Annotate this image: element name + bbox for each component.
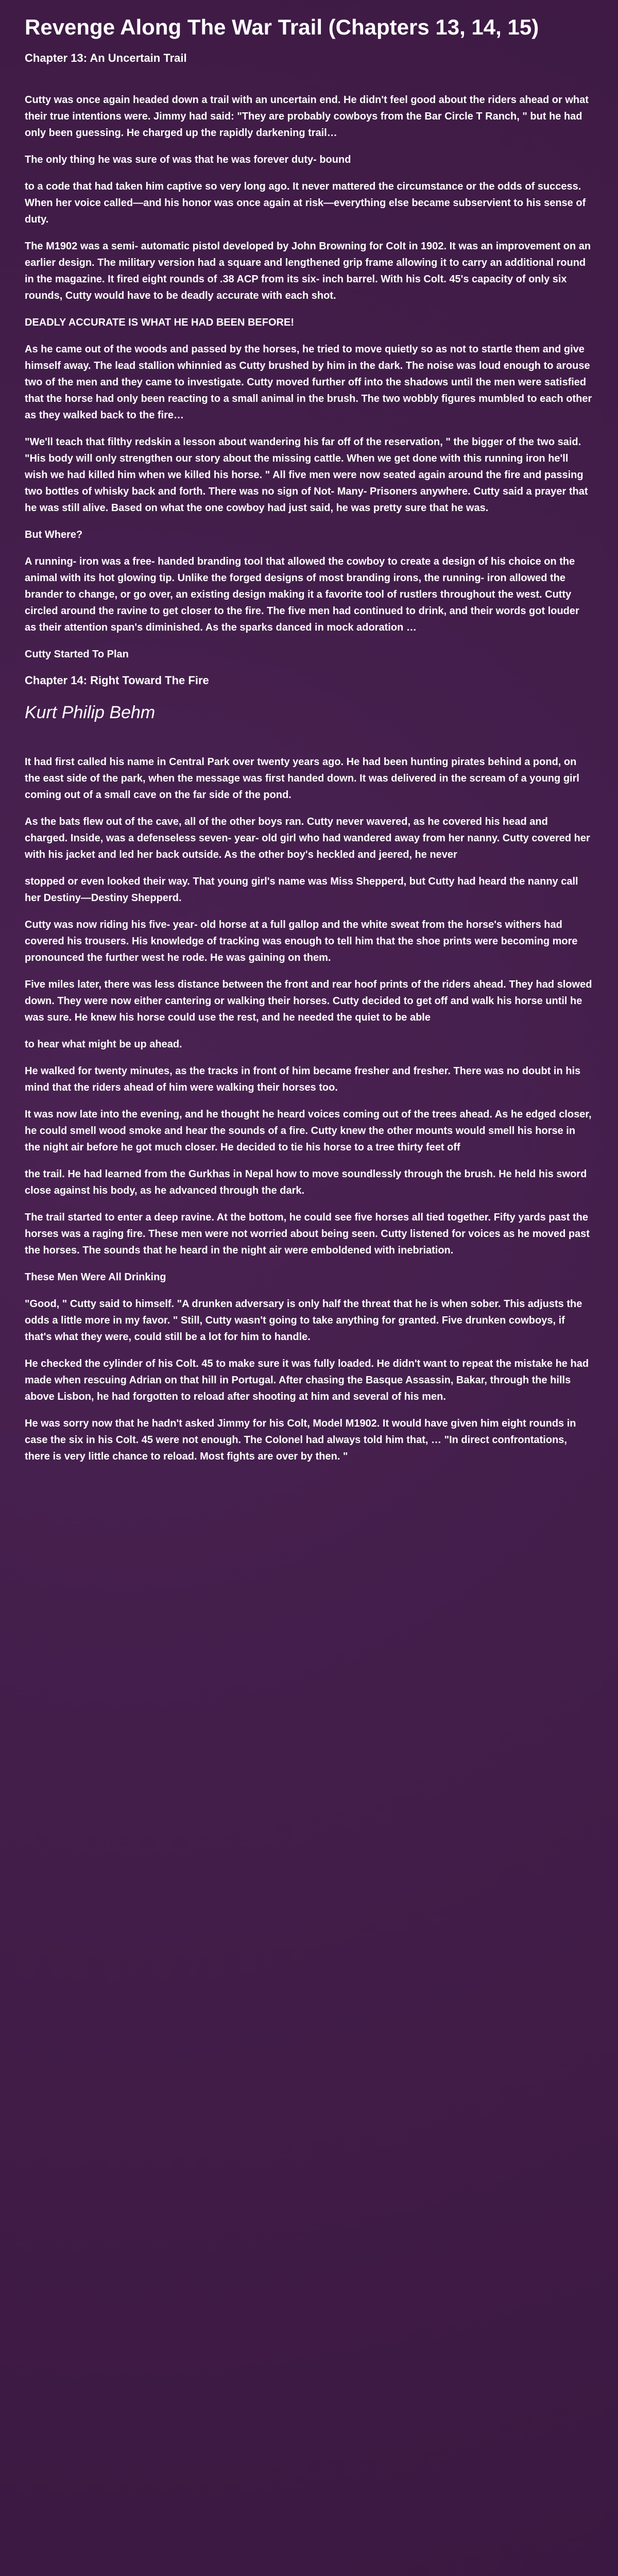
- chapter-13-body: [25, 92, 593, 663]
- paragraph: These Men Were All Drinking: [25, 1272, 166, 1283]
- paragraph: He walked for twenty minutes, as the tracks in front of him became fresher and fresher. There was no doubt in his mind that the riders ahead of him were walking their horses too.: [25, 1065, 581, 1094]
- paragraph: As the bats flew out of the cave, all of the other boys ran. Cutty never wavered, as he covered his head and charged. Inside, was a defenseless seven- year- old girl who had wandered away from her nanny. Cutty covered her with his jacket and led her back outside. As the other boy's heckled and jeered, he never: [25, 816, 590, 861]
- paragraph: But Where?: [25, 529, 83, 541]
- paragraph: the trail. He had learned from the Gurkhas in Nepal how to move soundlessly through the brush. He held his sword close against his body, as he advanced through the dark.: [25, 1168, 587, 1197]
- chapter-14: [25, 674, 593, 1465]
- paragraph: Cutty Started To Plan: [25, 649, 129, 660]
- paragraph: "Good, " Cutty said to himself. "A drunken adversary is only half the threat that he is when sober. This adjusts the odds a little more in my favor. " Still, Cutty wasn't going to take anything for granted. Five drunken cowboys, if that's what they were, could still be a lot for him to handle.: [25, 1298, 582, 1343]
- paragraph: He checked the cylinder of his Colt. 45 to make sure it was fully loaded. He didn't want to repeat the mistake he had made when rescuing Adrian on that hill in Portugal. After chasing the Basque Assassin, Bakar, through the hills above Lisbon, he had forgotten to reload after shooting at him and several of his men.: [25, 1358, 589, 1403]
- paragraph: A running- iron was a free- handed branding tool that allowed the cowboy to create a design of his choice on the animal with its hot glowing tip. Unlike the forged designs of most branding irons, the running- iron allowed the brander to change, or go over, an existing design making it a favorite tool of rustlers throughout the west. Cutty circled around the ravine to get closer to the fire. The five men had continued to drink, and their words got louder as their attention span's diminished. As the sparks danced in mock adoration …: [25, 556, 579, 634]
- document-title: Revenge Along The War Trail (Chapters 13, 14, 15): [25, 15, 539, 39]
- chapter-14-body: [25, 754, 593, 1465]
- author-name: Kurt Philip Behm: [25, 703, 156, 723]
- paragraph: The only thing he was sure of was that he was forever duty- bound: [25, 154, 351, 166]
- paragraph: stopped or even looked their way. That young girl's name was Miss Shepperd, but Cutty had heard the nanny call her Destiny—Destiny Shepperd.: [25, 876, 578, 904]
- paragraph: to hear what might be up ahead.: [25, 1039, 182, 1050]
- paragraph: to a code that had taken him captive so very long ago. It never mattered the circumstance or the odds of success. When her voice called—and his honor was once again at risk—everything else became subservient to his sense of duty.: [25, 181, 586, 226]
- paragraph: The M1902 was a semi- automatic pistol developed by John Browning for Colt in 1902. It was an improvement on an earlier design. The military version had a square and lengthened grip frame allowing it to carry an additional round in the magazine. It fired eight rounds of .38 ACP from its six- inch barrel. With his Colt. 45's capacity of only six rounds, Cutty would have to be deadly accurate with each shot.: [25, 241, 591, 302]
- paragraph: DEADLY ACCURATE IS WHAT HE HAD BEEN BEFORE!: [25, 317, 294, 329]
- chapter-13: [25, 52, 593, 663]
- paragraph: He was sorry now that he hadn't asked Jimmy for his Colt, Model M1902. It would have given him eight rounds in case the six in his Colt. 45 were not enough. The Colonel had always told him that, … "In direct confrontations, there is very little chance to reload. Most fights are over by then. ": [25, 1418, 576, 1463]
- paragraph: Cutty was once again headed down a trail with an uncertain end. He didn't feel good about the riders ahead or what their true intentions were. Jimmy had said: "They are probably cowboys from the Bar Circle T Ranch, " but he had only been guessing. He charged up the rapidly darkening trail…: [25, 94, 589, 139]
- paragraph: The trail started to enter a deep ravine. At the bottom, he could see five horses all tied together. Fifty yards past the horses was a raging fire. These men were not worried about being seen. Cutty listened for voices as he moved past the horses. The sounds that he heard in the night air were emboldened with inebriation.: [25, 1212, 590, 1257]
- paragraph: Five miles later, there was less distance between the front and rear hoof prints of the riders ahead. They had slowed down. They were now either cantering or walking their horses. Cutty decided to get off and walk his horse until he was sure. He knew his horse could use the rest, and he needed the quiet to be able: [25, 979, 592, 1024]
- chapter-14-title: Chapter 14: Right Toward The Fire: [25, 674, 209, 687]
- paragraph: It had first called his name in Central Park over twenty years ago. He had been hunting pirates behind a pond, on the east side of the park, when the message was first handed down. It was delivered in the scream of a young girl coming out of a small cave on the far side of the pond.: [25, 756, 579, 801]
- paragraph: Cutty was now riding his five- year- old horse at a full gallop and the white sweat from the horse's withers had covered his trousers. His knowledge of tracking was enough to tell him that the shoe prints were becoming more pronounced the further west he rode. He was gaining on them.: [25, 919, 578, 964]
- paragraph: As he came out of the woods and passed by the horses, he tried to move quietly so as not to startle them and give himself away. The lead stallion whinnied as Cutty brushed by him in the dark. The noise was loud enough to arouse two of the men and they came to investigate. Cutty moved further off into the shadows until the men were satisfied that the horse had only been reacting to a small animal in the brush. The two wobbly figures mumbled to each other as they walked back to the fire…: [25, 344, 592, 421]
- chapter-13-title: Chapter 13: An Uncertain Trail: [25, 52, 187, 65]
- paragraph: It was now late into the evening, and he thought he heard voices coming out of the trees ahead. As he edged closer, he could smell wood smoke and hear the sounds of a fire. Cutty knew the other mounts would smell his horse in the night air before he got much closer. He decided to tie his horse to a tree thirty feet off: [25, 1109, 592, 1154]
- paragraph: "We'll teach that filthy redskin a lesson about wandering his far off of the reservation, " the bigger of the two said. "His body will only strengthen our story about the missing cattle. When we get done with this running iron he'll wish we had killed him when we killed his horse. " All five men were now seated again around the fire and passing two bottles of whisky back and forth. There was no sign of Not- Many- Prisoners anywhere. Cutty said a prayer that he was still alive. Based on what the one cowboy had just said, he was pretty sure that he was.: [25, 436, 588, 514]
